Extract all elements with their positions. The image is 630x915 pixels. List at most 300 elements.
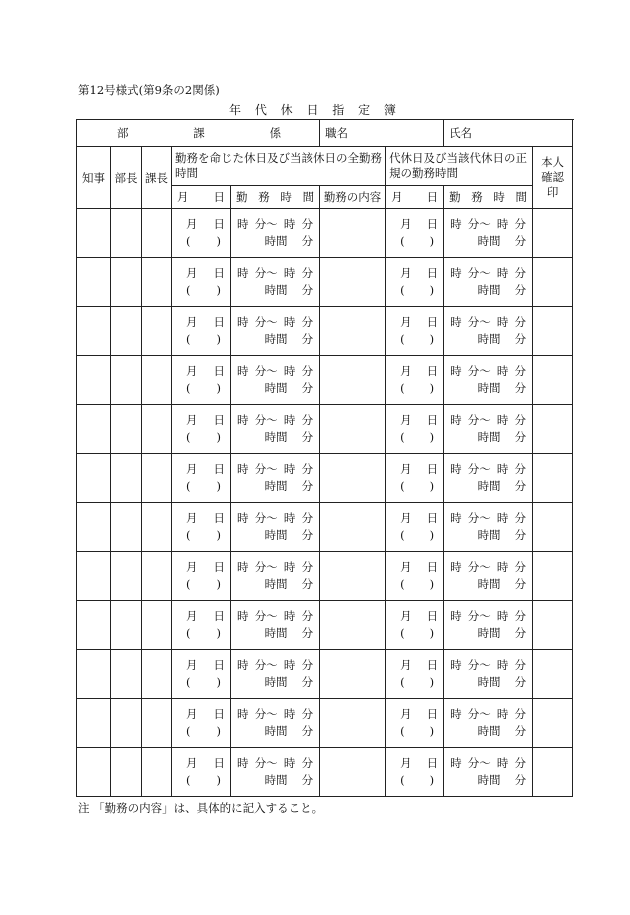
day-label: 日 xyxy=(213,190,225,204)
ordered-worktime-cell[interactable] xyxy=(231,258,320,307)
minute-label: 分 xyxy=(514,462,527,476)
section-chief-seal-cell[interactable] xyxy=(142,552,172,601)
minute-label: 分 xyxy=(301,413,314,427)
self-confirm-seal-cell[interactable] xyxy=(533,454,573,503)
minutes-total-label: 分 xyxy=(514,381,527,395)
minute-label: 分 xyxy=(514,266,527,280)
confirm-line-3: 印 xyxy=(546,185,559,199)
open-paren: ( xyxy=(186,332,191,346)
minutes-total-label: 分 xyxy=(301,724,314,738)
substitute-worktime-cell[interactable] xyxy=(444,650,533,699)
ordered-worktime-cell[interactable] xyxy=(231,650,320,699)
ordered-worktime-header xyxy=(231,186,320,209)
section-chief-header: 課長 xyxy=(142,147,172,209)
worktime-char: 間 xyxy=(302,190,315,204)
day-label: 日 xyxy=(213,560,225,574)
table-row xyxy=(77,307,573,356)
self-confirm-seal-cell[interactable] xyxy=(533,356,573,405)
minute-from-label: 分〜 xyxy=(254,364,278,378)
substitute-worktime-cell[interactable] xyxy=(444,258,533,307)
hour-label: 時 xyxy=(450,560,462,574)
section-chief-seal-cell[interactable] xyxy=(142,258,172,307)
ordered-date-cell[interactable] xyxy=(172,503,231,552)
minute-from-label: 分〜 xyxy=(467,315,491,329)
hour-label: 時 xyxy=(237,462,249,476)
open-paren: ( xyxy=(400,332,405,346)
hours-total-label: 時間 xyxy=(477,675,501,689)
close-paren: ) xyxy=(429,675,435,689)
work-content-cell[interactable] xyxy=(320,601,386,650)
month-label: 月 xyxy=(391,190,403,204)
substitute-date-cell[interactable] xyxy=(386,209,444,258)
open-paren: ( xyxy=(400,381,405,395)
ordered-date-cell[interactable] xyxy=(172,405,231,454)
section-label: 課 xyxy=(193,126,205,140)
substitute-worktime-cell[interactable] xyxy=(444,699,533,748)
ordered-date-cell[interactable] xyxy=(172,356,231,405)
director-seal-cell[interactable] xyxy=(111,503,142,552)
section-chief-seal-cell[interactable] xyxy=(142,601,172,650)
close-paren: ) xyxy=(216,724,221,738)
hour-label: 時 xyxy=(450,315,462,329)
month-label: 月 xyxy=(186,658,198,672)
day-label: 日 xyxy=(213,217,225,231)
hours-total-label: 時間 xyxy=(477,577,501,591)
substitute-date-cell[interactable] xyxy=(386,356,444,405)
day-label: 日 xyxy=(426,413,439,427)
open-paren: ( xyxy=(400,528,405,542)
substitute-date-cell[interactable] xyxy=(386,748,444,797)
minute-from-label: 分〜 xyxy=(254,707,278,721)
work-content-cell[interactable] xyxy=(320,503,386,552)
hours-total-label: 時間 xyxy=(264,332,288,346)
minutes-total-label: 分 xyxy=(514,773,527,787)
minutes-total-label: 分 xyxy=(514,479,527,493)
minute-from-label: 分〜 xyxy=(254,609,278,623)
minute-label: 分 xyxy=(301,364,314,378)
minute-label: 分 xyxy=(301,315,314,329)
governor-seal-cell[interactable] xyxy=(77,258,111,307)
work-content-cell[interactable] xyxy=(320,748,386,797)
minutes-total-label: 分 xyxy=(514,430,527,444)
minute-label: 分 xyxy=(514,560,527,574)
minute-from-label: 分〜 xyxy=(467,707,491,721)
section-chief-seal-cell[interactable] xyxy=(142,209,172,258)
hour-label: 時 xyxy=(283,413,296,427)
substitute-worktime-cell[interactable] xyxy=(444,552,533,601)
minutes-total-label: 分 xyxy=(514,577,527,591)
minutes-total-label: 分 xyxy=(301,675,314,689)
minute-label: 分 xyxy=(514,707,527,721)
section-chief-seal-cell[interactable] xyxy=(142,307,172,356)
substitute-date-cell[interactable] xyxy=(386,405,444,454)
director-seal-cell[interactable] xyxy=(111,748,142,797)
minute-label: 分 xyxy=(301,609,314,623)
hour-label: 時 xyxy=(496,217,509,231)
open-paren: ( xyxy=(400,626,405,640)
director-seal-cell[interactable] xyxy=(111,552,142,601)
section-chief-seal-cell[interactable] xyxy=(142,503,172,552)
close-paren: ) xyxy=(216,675,221,689)
hour-label: 時 xyxy=(450,511,462,525)
close-paren: ) xyxy=(429,332,435,346)
hour-label: 時 xyxy=(496,658,509,672)
month-label: 月 xyxy=(400,462,412,476)
governor-seal-cell[interactable] xyxy=(77,650,111,699)
close-paren: ) xyxy=(216,234,221,248)
self-confirm-seal-cell[interactable] xyxy=(533,601,573,650)
minutes-total-label: 分 xyxy=(301,430,314,444)
governor-header: 知事 xyxy=(77,147,111,209)
hours-total-label: 時間 xyxy=(477,234,501,248)
month-label: 月 xyxy=(186,266,198,280)
close-paren: ) xyxy=(216,332,221,346)
ordered-date-cell[interactable] xyxy=(172,552,231,601)
substitute-worktime-cell[interactable] xyxy=(444,307,533,356)
work-content-cell[interactable] xyxy=(320,650,386,699)
day-label: 日 xyxy=(426,364,439,378)
day-label: 日 xyxy=(426,511,439,525)
work-content-cell[interactable] xyxy=(320,209,386,258)
section-chief-seal-cell[interactable] xyxy=(142,748,172,797)
hours-total-label: 時間 xyxy=(477,626,501,640)
day-label: 日 xyxy=(213,511,225,525)
minutes-total-label: 分 xyxy=(301,528,314,542)
work-content-cell[interactable] xyxy=(320,356,386,405)
governor-seal-cell[interactable] xyxy=(77,405,111,454)
month-label: 月 xyxy=(186,511,198,525)
ordered-date-cell[interactable] xyxy=(172,258,231,307)
hour-label: 時 xyxy=(496,413,509,427)
governor-seal-cell[interactable] xyxy=(77,601,111,650)
open-paren: ( xyxy=(186,479,191,493)
work-content-cell[interactable] xyxy=(320,258,386,307)
hours-total-label: 時間 xyxy=(264,577,288,591)
hour-label: 時 xyxy=(450,364,462,378)
open-paren: ( xyxy=(400,479,405,493)
open-paren: ( xyxy=(400,577,405,591)
substitute-worktime-cell[interactable] xyxy=(444,503,533,552)
director-seal-cell[interactable] xyxy=(111,454,142,503)
section-chief-seal-cell[interactable] xyxy=(142,405,172,454)
self-confirm-seal-cell[interactable] xyxy=(533,307,573,356)
governor-seal-cell[interactable] xyxy=(77,748,111,797)
month-label: 月 xyxy=(400,707,412,721)
table-row xyxy=(77,601,573,650)
hours-total-label: 時間 xyxy=(264,479,288,493)
close-paren: ) xyxy=(429,724,435,738)
director-seal-cell[interactable] xyxy=(111,258,142,307)
hour-label: 時 xyxy=(496,364,509,378)
month-label: 月 xyxy=(186,217,198,231)
substitute-worktime-cell[interactable] xyxy=(444,209,533,258)
substitute-date-cell[interactable] xyxy=(386,650,444,699)
hours-total-label: 時間 xyxy=(477,283,501,297)
director-seal-cell[interactable] xyxy=(111,650,142,699)
self-confirm-seal-cell[interactable] xyxy=(533,650,573,699)
substitute-date-cell[interactable] xyxy=(386,454,444,503)
month-label: 月 xyxy=(186,707,198,721)
minutes-total-label: 分 xyxy=(301,381,314,395)
open-paren: ( xyxy=(186,724,191,738)
month-label: 月 xyxy=(400,609,412,623)
substitute-date-cell[interactable] xyxy=(386,601,444,650)
minutes-total-label: 分 xyxy=(301,626,314,640)
minute-from-label: 分〜 xyxy=(467,413,491,427)
minute-label: 分 xyxy=(514,364,527,378)
minutes-total-label: 分 xyxy=(514,675,527,689)
substitute-worktime-cell[interactable] xyxy=(444,748,533,797)
worktime-char: 勤 xyxy=(449,190,461,204)
ordered-date-cell[interactable] xyxy=(172,454,231,503)
open-paren: ( xyxy=(186,626,191,640)
substitute-date-cell[interactable] xyxy=(386,307,444,356)
hour-label: 時 xyxy=(496,315,509,329)
work-content-cell[interactable] xyxy=(320,307,386,356)
day-label: 日 xyxy=(213,707,225,721)
table-row xyxy=(77,454,573,503)
month-label: 月 xyxy=(400,658,412,672)
self-confirm-seal-cell[interactable] xyxy=(533,209,573,258)
close-paren: ) xyxy=(216,381,221,395)
minutes-total-label: 分 xyxy=(301,234,314,248)
confirm-line-1: 本人 xyxy=(541,155,565,169)
hour-label: 時 xyxy=(283,511,296,525)
hours-total-label: 時間 xyxy=(477,773,501,787)
day-label: 日 xyxy=(213,266,225,280)
minute-from-label: 分〜 xyxy=(254,560,278,574)
open-paren: ( xyxy=(186,234,191,248)
self-confirm-seal-cell[interactable] xyxy=(533,405,573,454)
self-confirm-seal-cell[interactable] xyxy=(533,258,573,307)
ordered-date-cell[interactable] xyxy=(172,748,231,797)
self-confirm-seal-cell[interactable] xyxy=(533,748,573,797)
close-paren: ) xyxy=(429,479,435,493)
hour-label: 時 xyxy=(237,707,249,721)
governor-seal-cell[interactable] xyxy=(77,356,111,405)
minute-label: 分 xyxy=(301,462,314,476)
day-label: 日 xyxy=(213,756,225,770)
substitute-date-cell[interactable] xyxy=(386,258,444,307)
hour-label: 時 xyxy=(283,217,296,231)
minutes-total-label: 分 xyxy=(301,283,314,297)
open-paren: ( xyxy=(186,528,191,542)
name-label: 氏名 xyxy=(449,126,473,140)
worktime-char: 勤 xyxy=(236,190,248,204)
ordered-worktime-cell[interactable] xyxy=(231,307,320,356)
day-label: 日 xyxy=(426,266,439,280)
dept-label: 部 xyxy=(117,126,129,140)
ordered-holiday-group-header: 勤務を命じた休日及び当該休日の全勤務時間 xyxy=(172,147,386,186)
close-paren: ) xyxy=(429,577,435,591)
ordered-worktime-cell[interactable] xyxy=(231,748,320,797)
close-paren: ) xyxy=(216,430,221,444)
ordered-date-cell[interactable] xyxy=(172,209,231,258)
director-seal-cell[interactable] xyxy=(111,405,142,454)
ordered-worktime-cell[interactable] xyxy=(231,601,320,650)
table-row xyxy=(77,209,573,258)
section-chief-seal-cell[interactable] xyxy=(142,650,172,699)
minutes-total-label: 分 xyxy=(301,773,314,787)
minutes-total-label: 分 xyxy=(301,332,314,346)
holiday-designation-table xyxy=(76,119,573,797)
work-content-cell[interactable] xyxy=(320,454,386,503)
hour-label: 時 xyxy=(496,511,509,525)
table-row xyxy=(77,503,573,552)
minute-label: 分 xyxy=(514,315,527,329)
director-header: 部長 xyxy=(111,147,142,209)
hours-total-label: 時間 xyxy=(477,381,501,395)
day-label: 日 xyxy=(426,560,439,574)
hour-label: 時 xyxy=(283,315,296,329)
hour-label: 時 xyxy=(283,266,296,280)
month-label: 月 xyxy=(186,364,198,378)
open-paren: ( xyxy=(400,773,405,787)
hour-label: 時 xyxy=(496,560,509,574)
day-label: 日 xyxy=(426,315,439,329)
substitute-date-cell[interactable] xyxy=(386,552,444,601)
substitute-worktime-cell[interactable] xyxy=(444,601,533,650)
minutes-total-label: 分 xyxy=(514,283,527,297)
minute-from-label: 分〜 xyxy=(467,658,491,672)
open-paren: ( xyxy=(186,675,191,689)
hour-label: 時 xyxy=(450,266,462,280)
day-label: 日 xyxy=(426,217,439,231)
governor-seal-cell[interactable] xyxy=(77,699,111,748)
minute-from-label: 分〜 xyxy=(467,756,491,770)
hours-total-label: 時間 xyxy=(477,332,501,346)
self-confirm-seal-cell[interactable] xyxy=(533,503,573,552)
hour-label: 時 xyxy=(450,756,462,770)
governor-seal-cell[interactable] xyxy=(77,454,111,503)
day-label: 日 xyxy=(426,190,439,204)
open-paren: ( xyxy=(400,675,405,689)
governor-seal-cell[interactable] xyxy=(77,307,111,356)
hour-label: 時 xyxy=(283,364,296,378)
section-chief-seal-cell[interactable] xyxy=(142,356,172,405)
unit-label: 係 xyxy=(269,126,282,140)
table-row xyxy=(77,258,573,307)
substitute-worktime-header xyxy=(444,186,533,209)
ordered-date-cell[interactable] xyxy=(172,307,231,356)
substitute-worktime-cell[interactable] xyxy=(444,405,533,454)
ordered-worktime-cell[interactable] xyxy=(231,503,320,552)
governor-seal-cell[interactable] xyxy=(77,552,111,601)
close-paren: ) xyxy=(429,528,435,542)
hour-label: 時 xyxy=(450,707,462,721)
document-title: 年 代 休 日 指 定 簿 xyxy=(229,103,401,117)
director-seal-cell[interactable] xyxy=(111,601,142,650)
close-paren: ) xyxy=(216,626,221,640)
minute-from-label: 分〜 xyxy=(254,658,278,672)
ordered-worktime-cell[interactable] xyxy=(231,356,320,405)
minute-label: 分 xyxy=(514,756,527,770)
ordered-worktime-cell[interactable] xyxy=(231,405,320,454)
open-paren: ( xyxy=(186,430,191,444)
minute-label: 分 xyxy=(301,266,314,280)
director-seal-cell[interactable] xyxy=(111,699,142,748)
open-paren: ( xyxy=(400,283,405,297)
footnote: 注 「勤務の内容」は、具体的に記入すること。 xyxy=(78,801,324,815)
department-section-header xyxy=(77,120,320,147)
director-seal-cell[interactable] xyxy=(111,307,142,356)
director-seal-cell[interactable] xyxy=(111,209,142,258)
governor-seal-cell[interactable] xyxy=(77,503,111,552)
open-paren: ( xyxy=(400,724,405,738)
close-paren: ) xyxy=(216,283,221,297)
substitute-worktime-cell[interactable] xyxy=(444,454,533,503)
month-label: 月 xyxy=(186,462,198,476)
substitute-date-cell[interactable] xyxy=(386,699,444,748)
ordered-date-cell[interactable] xyxy=(172,650,231,699)
hour-label: 時 xyxy=(496,266,509,280)
minute-label: 分 xyxy=(301,658,314,672)
substitute-worktime-cell[interactable] xyxy=(444,356,533,405)
ordered-worktime-cell[interactable] xyxy=(231,454,320,503)
minute-from-label: 分〜 xyxy=(467,217,491,231)
open-paren: ( xyxy=(186,577,191,591)
hours-total-label: 時間 xyxy=(264,528,288,542)
table-row xyxy=(77,699,573,748)
worktime-char: 間 xyxy=(515,190,528,204)
open-paren: ( xyxy=(186,283,191,297)
position-cell[interactable] xyxy=(320,120,444,147)
ordered-worktime-cell[interactable] xyxy=(231,699,320,748)
hour-label: 時 xyxy=(237,217,249,231)
hours-total-label: 時間 xyxy=(477,430,501,444)
minute-label: 分 xyxy=(514,413,527,427)
self-confirm-seal-cell[interactable] xyxy=(533,699,573,748)
month-label: 月 xyxy=(186,609,198,623)
minutes-total-label: 分 xyxy=(301,479,314,493)
ordered-date-cell[interactable] xyxy=(172,699,231,748)
minute-label: 分 xyxy=(301,707,314,721)
minute-from-label: 分〜 xyxy=(467,609,491,623)
table-row xyxy=(77,552,573,601)
hour-label: 時 xyxy=(283,462,296,476)
work-content-cell[interactable] xyxy=(320,552,386,601)
worktime-char: 時 xyxy=(493,190,505,204)
minute-from-label: 分〜 xyxy=(467,511,491,525)
section-chief-seal-cell[interactable] xyxy=(142,454,172,503)
director-seal-cell[interactable] xyxy=(111,356,142,405)
form-number: 第12号様式(第9条の2関係) xyxy=(78,83,220,97)
minute-label: 分 xyxy=(514,609,527,623)
section-chief-seal-cell[interactable] xyxy=(142,699,172,748)
ordered-worktime-cell[interactable] xyxy=(231,209,320,258)
self-confirm-seal-cell[interactable] xyxy=(533,552,573,601)
worktime-char: 時 xyxy=(280,190,292,204)
name-cell[interactable] xyxy=(444,120,573,147)
hours-total-label: 時間 xyxy=(264,381,288,395)
minute-from-label: 分〜 xyxy=(254,511,278,525)
month-label: 月 xyxy=(400,315,412,329)
day-label: 日 xyxy=(213,658,225,672)
hour-label: 時 xyxy=(237,658,249,672)
substitute-date-cell[interactable] xyxy=(386,503,444,552)
day-label: 日 xyxy=(426,756,439,770)
hour-label: 時 xyxy=(450,217,462,231)
ordered-date-header xyxy=(172,186,231,209)
work-content-cell[interactable] xyxy=(320,699,386,748)
table-row xyxy=(77,356,573,405)
governor-seal-cell[interactable] xyxy=(77,209,111,258)
close-paren: ) xyxy=(216,479,221,493)
work-content-cell[interactable] xyxy=(320,405,386,454)
ordered-date-cell[interactable] xyxy=(172,601,231,650)
ordered-worktime-cell[interactable] xyxy=(231,552,320,601)
month-label: 月 xyxy=(186,315,198,329)
